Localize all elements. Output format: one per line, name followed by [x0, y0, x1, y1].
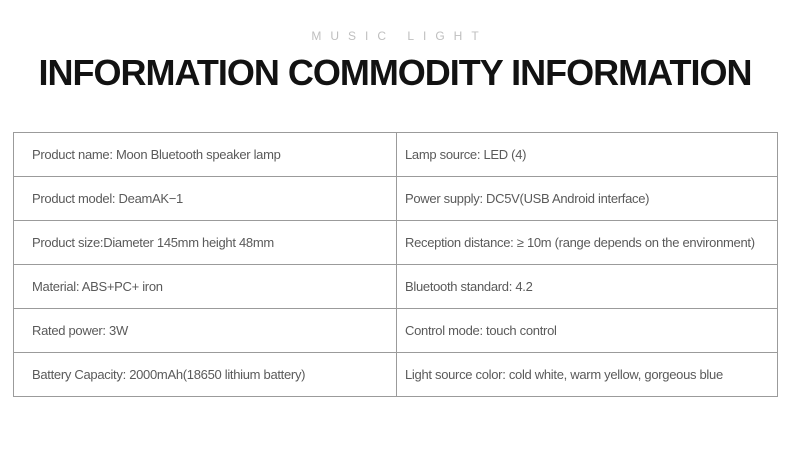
spec-cell-product-name: Product name: Moon Bluetooth speaker lamp [14, 133, 397, 177]
table-row [14, 177, 778, 221]
table-row [14, 133, 778, 177]
table-row [14, 221, 778, 265]
spec-cell-light-source-color: Light source color: cold white, warm yellow, gorgeous blue [397, 353, 778, 397]
spec-cell-reception-distance: Reception distance: ≥ 10m (range depends on the environment) [397, 221, 778, 265]
spec-cell-rated-power: Rated power: 3W [14, 309, 397, 353]
spec-cell-product-model: Product model: DeamAK−1 [14, 177, 397, 221]
spec-cell-bluetooth-standard: Bluetooth standard: 4.2 [397, 265, 778, 309]
brand-tagline: MUSIC LIGHT [311, 29, 488, 43]
spec-cell-power-supply: Power supply: DC5V(USB Android interface) [397, 177, 778, 221]
spec-cell-product-size: Product size:Diameter 145mm height 48mm [14, 221, 397, 265]
spec-cell-battery-capacity: Battery Capacity: 2000mAh(18650 lithium battery) [14, 353, 397, 397]
page-title: INFORMATION COMMODITY INFORMATION [38, 52, 752, 93]
table-row [14, 265, 778, 309]
spec-table [13, 132, 778, 397]
table-row [14, 353, 778, 397]
spec-cell-control-mode: Control mode: touch control [397, 309, 778, 353]
table-row [14, 309, 778, 353]
spec-cell-lamp-source: Lamp source: LED (4) [397, 133, 778, 177]
spec-cell-material: Material: ABS+PC+ iron [14, 265, 397, 309]
